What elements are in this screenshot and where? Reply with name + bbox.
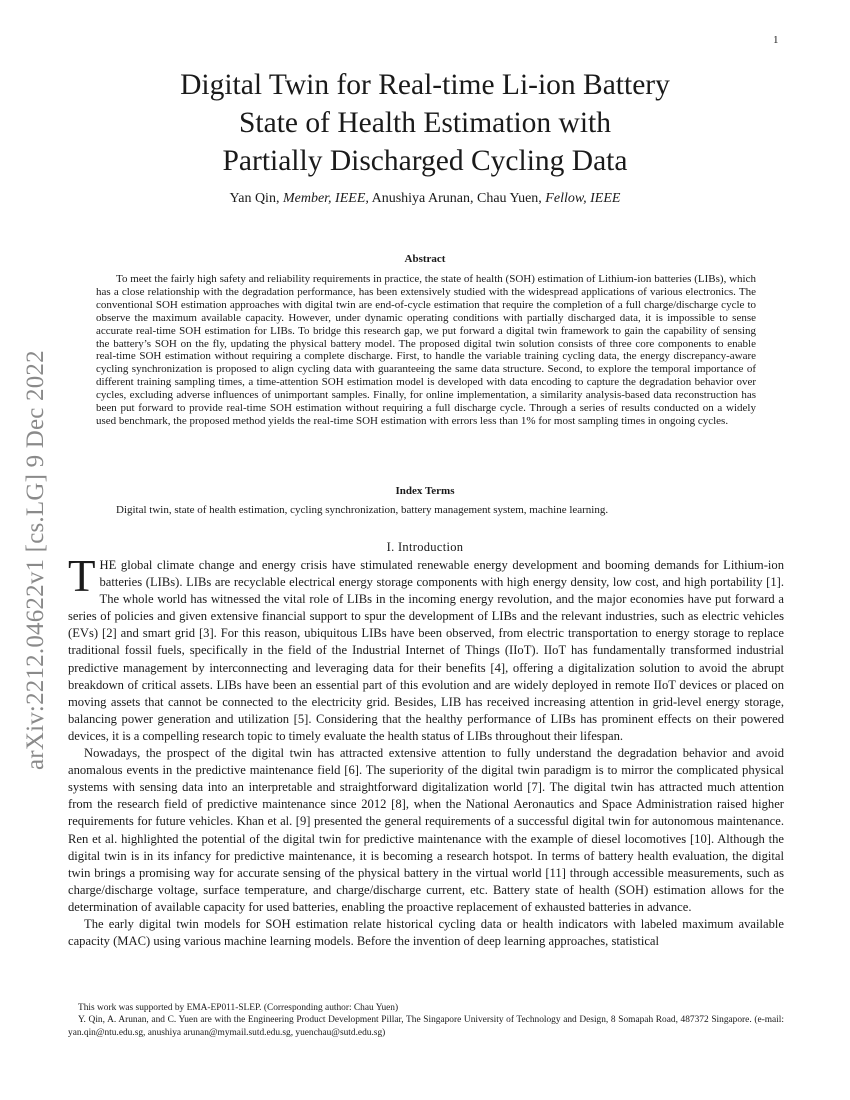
section-heading: I. Introduction [386, 540, 464, 554]
author-1-role: Member, IEEE, [282, 191, 369, 206]
paragraph-1 [68, 551, 784, 745]
paragraph-2: Nowadays, the prospect of the digital twin has attracted extensive attention to fully understand the degradation behavior and avoid anomalous events in the predictive maintenance field [6]. The superiority of the digital twin paradigm is to mirror the complicated physical systems with sensing data into an interpretable and straightforward digitalization world [7]. The digital twin has attracted much attention from the research field of predictive maintenance since 2012 [8], when the National Aeronautics and Space Administration raised higher requirements for future vehicles. Khan et al. [9] presented the general requirements of a successful digital twin for autonomous maintenance. Ren et al. highlighted the potential of the digital twin for predictive maintenance with the example of diesel locomotives [10]. Although the digital twin is in its infancy for predictive maintenance, it is becoming a research hotspot. In terms of battery health evaluation, the digital twin brings a promising way for accurate sensing of the physical battery in the virtual world [11] through accessible measurements, such as charge/discharge voltage, surface temperature, and charge/discharge current, etc. Battery state of health (SOH) estimation allows for the determination of available capacity for used batteries, enabling the proactive replacement of exhausted batteries in advance. [68, 746, 784, 914]
paper-title [90, 66, 760, 180]
title-line-1: Digital Twin for Real-time Li-ion Battery [180, 69, 670, 101]
body-text [68, 551, 784, 950]
paragraph-1-text: HE global climate change and energy crisis have stimulated renewable energy development and booming demands for Lithium-ion batteries (LIBs). LIBs are recyclable electrical energy storage components with high energy density, low cost, and high portability [1]. The whole world has witnessed the vital role of LIBs in the incoming energy revolution, and the major economies have put forward a series of policies and given extensive financial support to spur the development of LIBs and the relevant industries, such as electric vehicles (EVs) [2] and smart grid [3]. For this reason, ubiquitous LIBs have been observed, from electric transportation to energy storage to replace traditional fossil fuels, specifically in the field of the Industrial Internet of Things (IIoT). IIoT has fundamentally transformed industrial predictive management by interconnecting and leveraging data for their benefits [4], offering a digitalization solution to avoid the abrupt breakdown of critical assets. LIBs have been an essential part of this evolution and are widely deployed in remote IIoT devices or placed on moving assets that cannot be connected to the electricity grid. Besides, LIB has received increasing attention in grid-level energy storage, balancing power generation and utilization [5]. Considering that the healthy performance of LIBs has prominent effects on their powered devices, it is a compelling research topic to timely evaluate the health status of LIBs throughout their lifespan. [68, 558, 784, 743]
abstract-text: To meet the fairly high safety and reliability requirements in practice, the state of health (SOH) estimation of Lithium-ion batteries (LIBs), which has a close relationship with the degradation performance, has been extensively studied with the widespread applications of various electronics. The conventional SOH estimation approaches with digital twin are end-of-cycle estimation that require the completion of a full charge/discharge cycle to observe the maximum available capacity. However, under dynamic operating conditions with partially discharged data, it is impossible to sense accurate real-time SOH estimation for LIBs. To bridge this research gap, we put forward a digital twin framework to gain the capability of sensing the battery’s SOH on the fly, updating the physical battery model. The proposed digital twin solution consists of three core components to enable real-time SOH estimation without requiring a complete discharge. First, to handle the variable training cycling data, the energy discrepancy-aware cycling synchronization is proposed to align cycling data with guaranteeing the same data structure. Second, to explore the temporal importance of different training sampling times, a time-attention SOH estimation model is developed with data encoding to capture the degradation behavior over cycles, excluding adverse influences of unimportant samples. Finally, for online implementation, a similarity analysis-based data reconstruction has been put forward to provide real-time SOH estimation without requiring a full discharge cycle. Through a series of results conducted on a widely used benchmark, the proposed method yields the real-time SOH estimation with errors less than 1% for most sampling times in ongoing cycles. [96, 273, 756, 427]
abstract-heading: Abstract [404, 253, 446, 265]
author-3-role: Fellow, IEEE [545, 191, 621, 206]
drop-cap: T [68, 551, 96, 601]
footnote-affiliation: Y. Qin, A. Arunan, and C. Yuen are with the Engineering Product Development Pillar, The Singapore University of Technology and Design, 8 Somapah Road, 487372 Singapore. (e-mail: yan.qin@ntu.edu.sg, anushiya arunan@mymail.sutd.edu.sg, yuenchau@sutd.edu.sg) [68, 1015, 784, 1038]
title-line-2: State of Health Estimation with [239, 107, 611, 139]
author-2-3: Anushiya Arunan, Chau Yuen, [368, 191, 546, 206]
footnote-funding: This work was supported by EMA-EP011-SLEP. (Corresponding author: Chau Yuen) [78, 1003, 399, 1013]
paragraph-3: The early digital twin models for SOH estimation relate historical cycling data or health indicators with labeled maximum available capacity (MAC) using various machine learning models. Before the invention of deep learning approaches, statistical [68, 916, 784, 949]
author-list [90, 191, 760, 207]
arxiv-identifier[interactable]: arXiv:2212.04622v1 [cs.LG] 9 Dec 2022 [22, 350, 49, 770]
title-line-3: Partially Discharged Cycling Data [222, 145, 628, 177]
index-terms-text: Digital twin, state of health estimation, cycling synchronization, battery management system, machine learning. [116, 504, 609, 516]
author-1: Yan Qin, [229, 191, 283, 206]
page-number: 1 [773, 34, 779, 46]
index-terms-heading: Index Terms [395, 485, 455, 497]
footnotes [68, 1002, 784, 1039]
